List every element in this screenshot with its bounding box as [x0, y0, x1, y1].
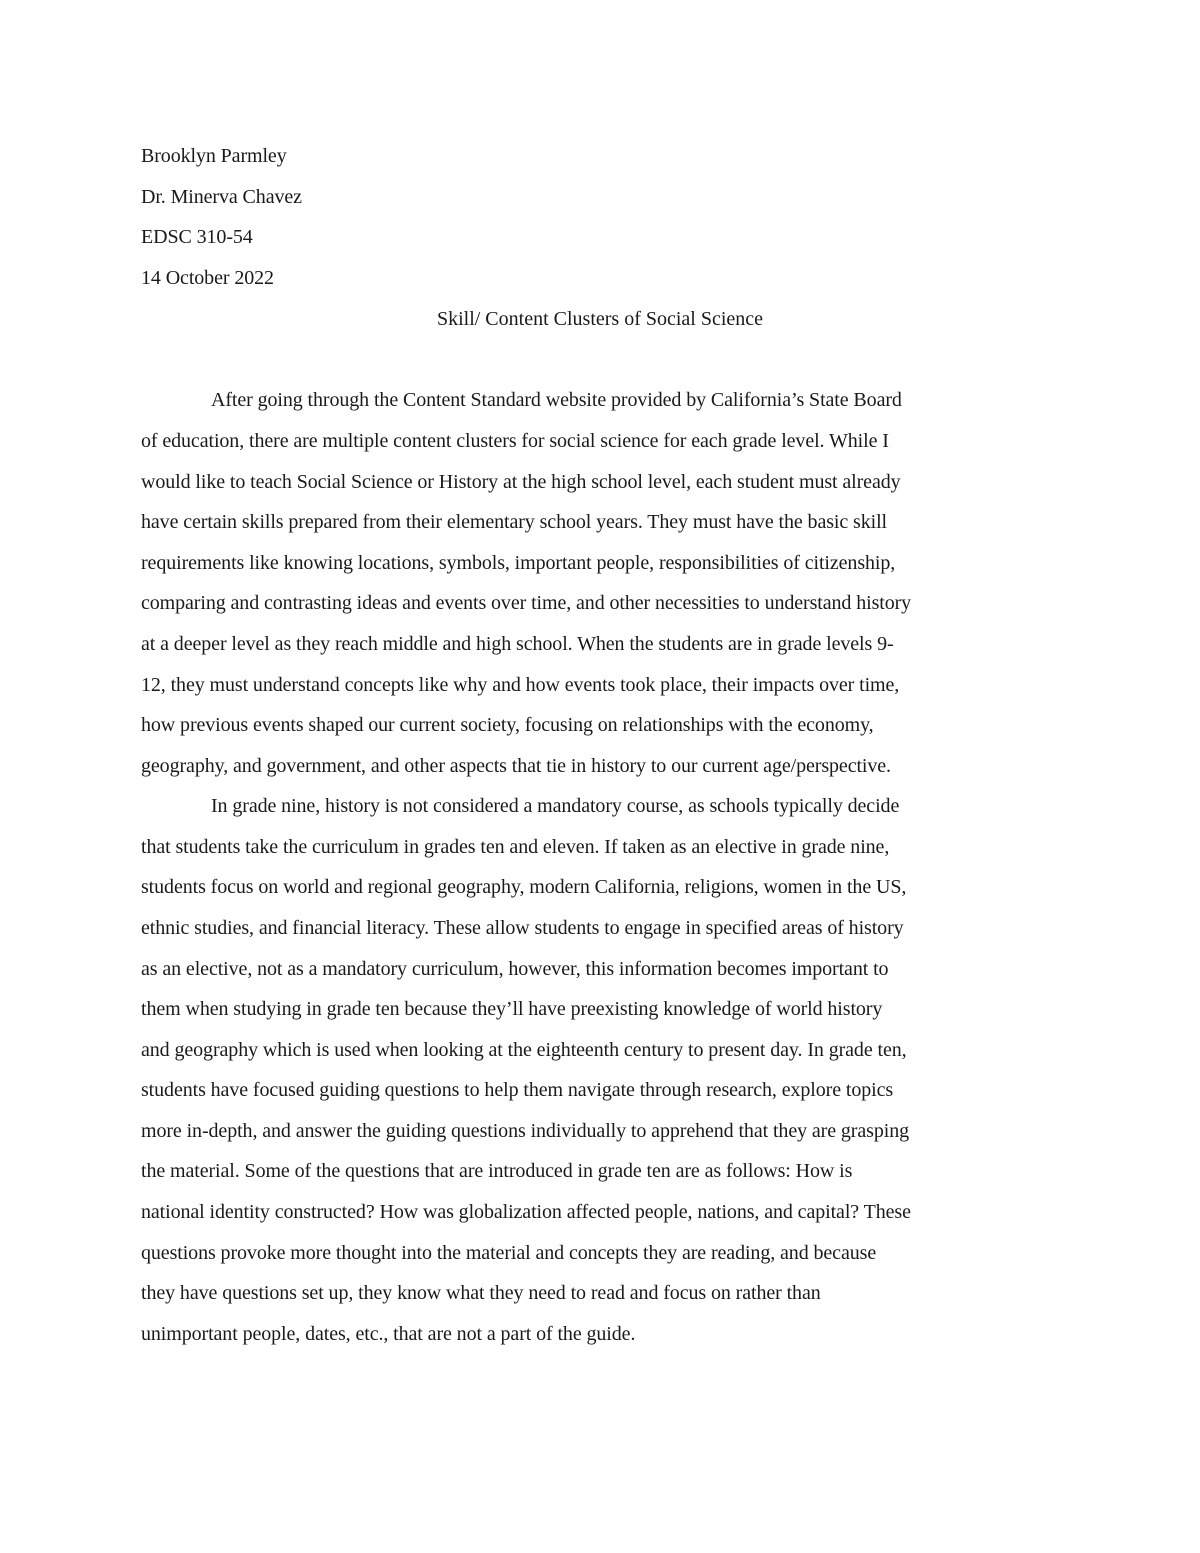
- instructor-name: Dr. Minerva Chavez: [141, 186, 302, 208]
- paragraph-line: comparing and contrasting ideas and events over time, and other necessities to understand history: [141, 592, 912, 614]
- paragraph-line: the material. Some of the questions that are introduced in grade ten are as follows: How is: [141, 1160, 853, 1182]
- paragraph-line: geography, and government, and other aspects that tie in history to our current age/perspective.: [141, 755, 891, 777]
- paragraph-line: and geography which is used when looking at the eighteenth century to present day. In grade ten,: [141, 1039, 907, 1061]
- paragraph-line: that students take the curriculum in grades ten and eleven. If taken as an elective in grade nine,: [141, 836, 890, 858]
- paragraph-line: at a deeper level as they reach middle and high school. When the students are in grade levels 9-: [141, 633, 894, 655]
- paragraph-line: 12, they must understand concepts like why and how events took place, their impacts over time,: [141, 674, 900, 696]
- document-date: 14 October 2022: [141, 267, 274, 289]
- paragraph-line: more in-depth, and answer the guiding questions individually to apprehend that they are grasping: [141, 1120, 909, 1142]
- paragraph-line: ethnic studies, and financial literacy. These allow students to engage in specified areas of history: [141, 917, 904, 939]
- paragraph-line: of education, there are multiple content clusters for social science for each grade level. While I: [141, 430, 889, 452]
- paragraph-line: them when studying in grade ten because they’ll have preexisting knowledge of world history: [141, 998, 883, 1020]
- paragraph-line: would like to teach Social Science or History at the high school level, each student must already: [141, 471, 901, 493]
- paragraph-line: they have questions set up, they know what they need to read and focus on rather than: [141, 1282, 821, 1304]
- paragraph-line: have certain skills prepared from their elementary school years. They must have the basic skill: [141, 511, 887, 533]
- paragraph-line: After going through the Content Standard website provided by California’s State Board: [211, 389, 902, 411]
- paragraph-line: students focus on world and regional geography, modern California, religions, women in the US,: [141, 876, 907, 898]
- author-name: Brooklyn Parmley: [141, 145, 287, 167]
- paragraph-line: requirements like knowing locations, symbols, important people, responsibilities of citizenship,: [141, 552, 896, 574]
- paragraph-line: In grade nine, history is not considered a mandatory course, as schools typically decide: [211, 795, 900, 817]
- paragraph-line: unimportant people, dates, etc., that are not a part of the guide.: [141, 1323, 636, 1345]
- paragraph-line: questions provoke more thought into the material and concepts they are reading, and because: [141, 1242, 877, 1264]
- paragraph-line: students have focused guiding questions to help them navigate through research, explore topics: [141, 1079, 894, 1101]
- document-title: Skill/ Content Clusters of Social Science: [436, 308, 764, 330]
- course-code: EDSC 310-54: [141, 226, 253, 248]
- paragraph-line: national identity constructed? How was globalization affected people, nations, and capital? These: [141, 1201, 911, 1223]
- paragraph-line: how previous events shaped our current society, focusing on relationships with the economy,: [141, 714, 874, 736]
- paragraph-line: as an elective, not as a mandatory curriculum, however, this information becomes important to: [141, 958, 889, 980]
